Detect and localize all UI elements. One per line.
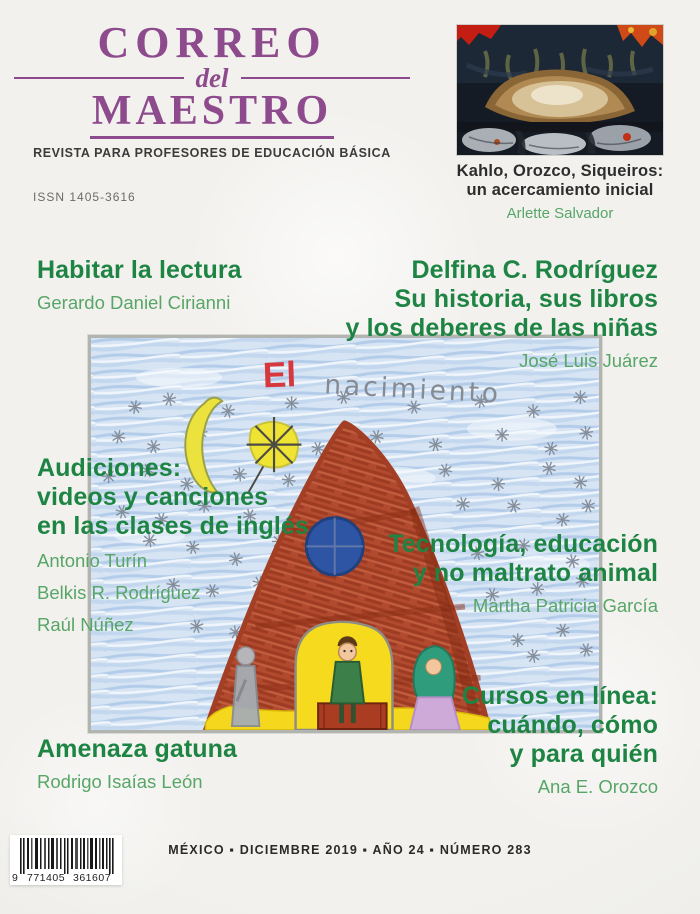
featured-title-line: Kahlo, Orozco, Siqueiros: <box>456 162 664 180</box>
article-tecnologia <box>388 530 658 618</box>
drawing-title-el: El <box>262 355 297 396</box>
article-delfina-rodriguez <box>346 256 658 373</box>
article-title-line: cuándo, cómo <box>487 711 658 739</box>
featured-author: Arlette Salvador <box>506 205 614 222</box>
article-author: Rodrigo Isaías León <box>37 771 203 792</box>
article-title-line: en las clases de inglés <box>37 512 309 540</box>
magazine-title-del: del <box>195 62 229 93</box>
article-title-line: Tecnología, educación <box>388 530 658 558</box>
article-author: Martha Patricia García <box>472 595 658 616</box>
barcode-digit: 9 <box>12 872 19 884</box>
divider-line <box>241 77 411 79</box>
article-title-line: y para quién <box>509 740 658 768</box>
article-author: Gerardo Daniel Cirianni <box>37 292 231 313</box>
barcode-bars <box>20 838 114 874</box>
divider-line <box>14 77 184 79</box>
magazine-title-correo: CORREO <box>97 18 327 67</box>
article-author: José Luis Juárez <box>519 350 658 371</box>
featured-article <box>438 25 682 222</box>
barcode-group: 771405 <box>27 872 66 884</box>
magazine-title-maestro: MAESTRO <box>90 90 334 139</box>
article-author: Ana E. Orozco <box>537 776 658 797</box>
article-title-line: Habitar la lectura <box>37 256 242 284</box>
issue-line: MÉXICO ▪ DICIEMBRE 2019 ▪ AÑO 24 ▪ NÚMERO 283 <box>168 843 532 857</box>
masthead-subtitle: REVISTA PARA PROFESORES DE EDUCACIÓN BÁSICA <box>33 146 391 160</box>
article-title-line: videos y canciones <box>37 483 269 511</box>
mural-painting-image <box>457 25 663 155</box>
barcode <box>10 835 122 885</box>
issn-number: ISSN 1405-3616 <box>33 190 136 204</box>
article-audiciones <box>37 454 309 637</box>
masthead <box>0 20 424 160</box>
article-amenaza-gatuna <box>37 735 237 794</box>
round-window <box>306 518 363 575</box>
masthead-del-row <box>0 62 424 93</box>
article-title-line: y no maltrato animal <box>412 559 658 587</box>
drawing-title-nacimiento: nacimiento <box>323 369 502 410</box>
featured-caption <box>438 162 682 222</box>
article-habitar-la-lectura <box>37 256 242 315</box>
article-title-line: Audiciones: <box>37 454 182 482</box>
article-title-line: Cursos en línea: <box>461 682 658 710</box>
featured-title-line: un acercamiento inicial <box>466 181 654 199</box>
article-author: Antonio Turín <box>37 550 148 571</box>
article-author: Belkis R. Rodríguez <box>37 582 201 603</box>
barcode-group: 361607 <box>73 872 112 884</box>
article-title-line: Delfina C. Rodríguez <box>411 256 658 284</box>
article-title-line: Amenaza gatuna <box>37 735 238 763</box>
article-author: Raúl Núñez <box>37 614 134 635</box>
article-title-line: y los deberes de las niñas <box>345 314 658 342</box>
article-title-line: Su historia, sus libros <box>394 285 658 313</box>
article-cursos-en-linea <box>462 682 658 799</box>
